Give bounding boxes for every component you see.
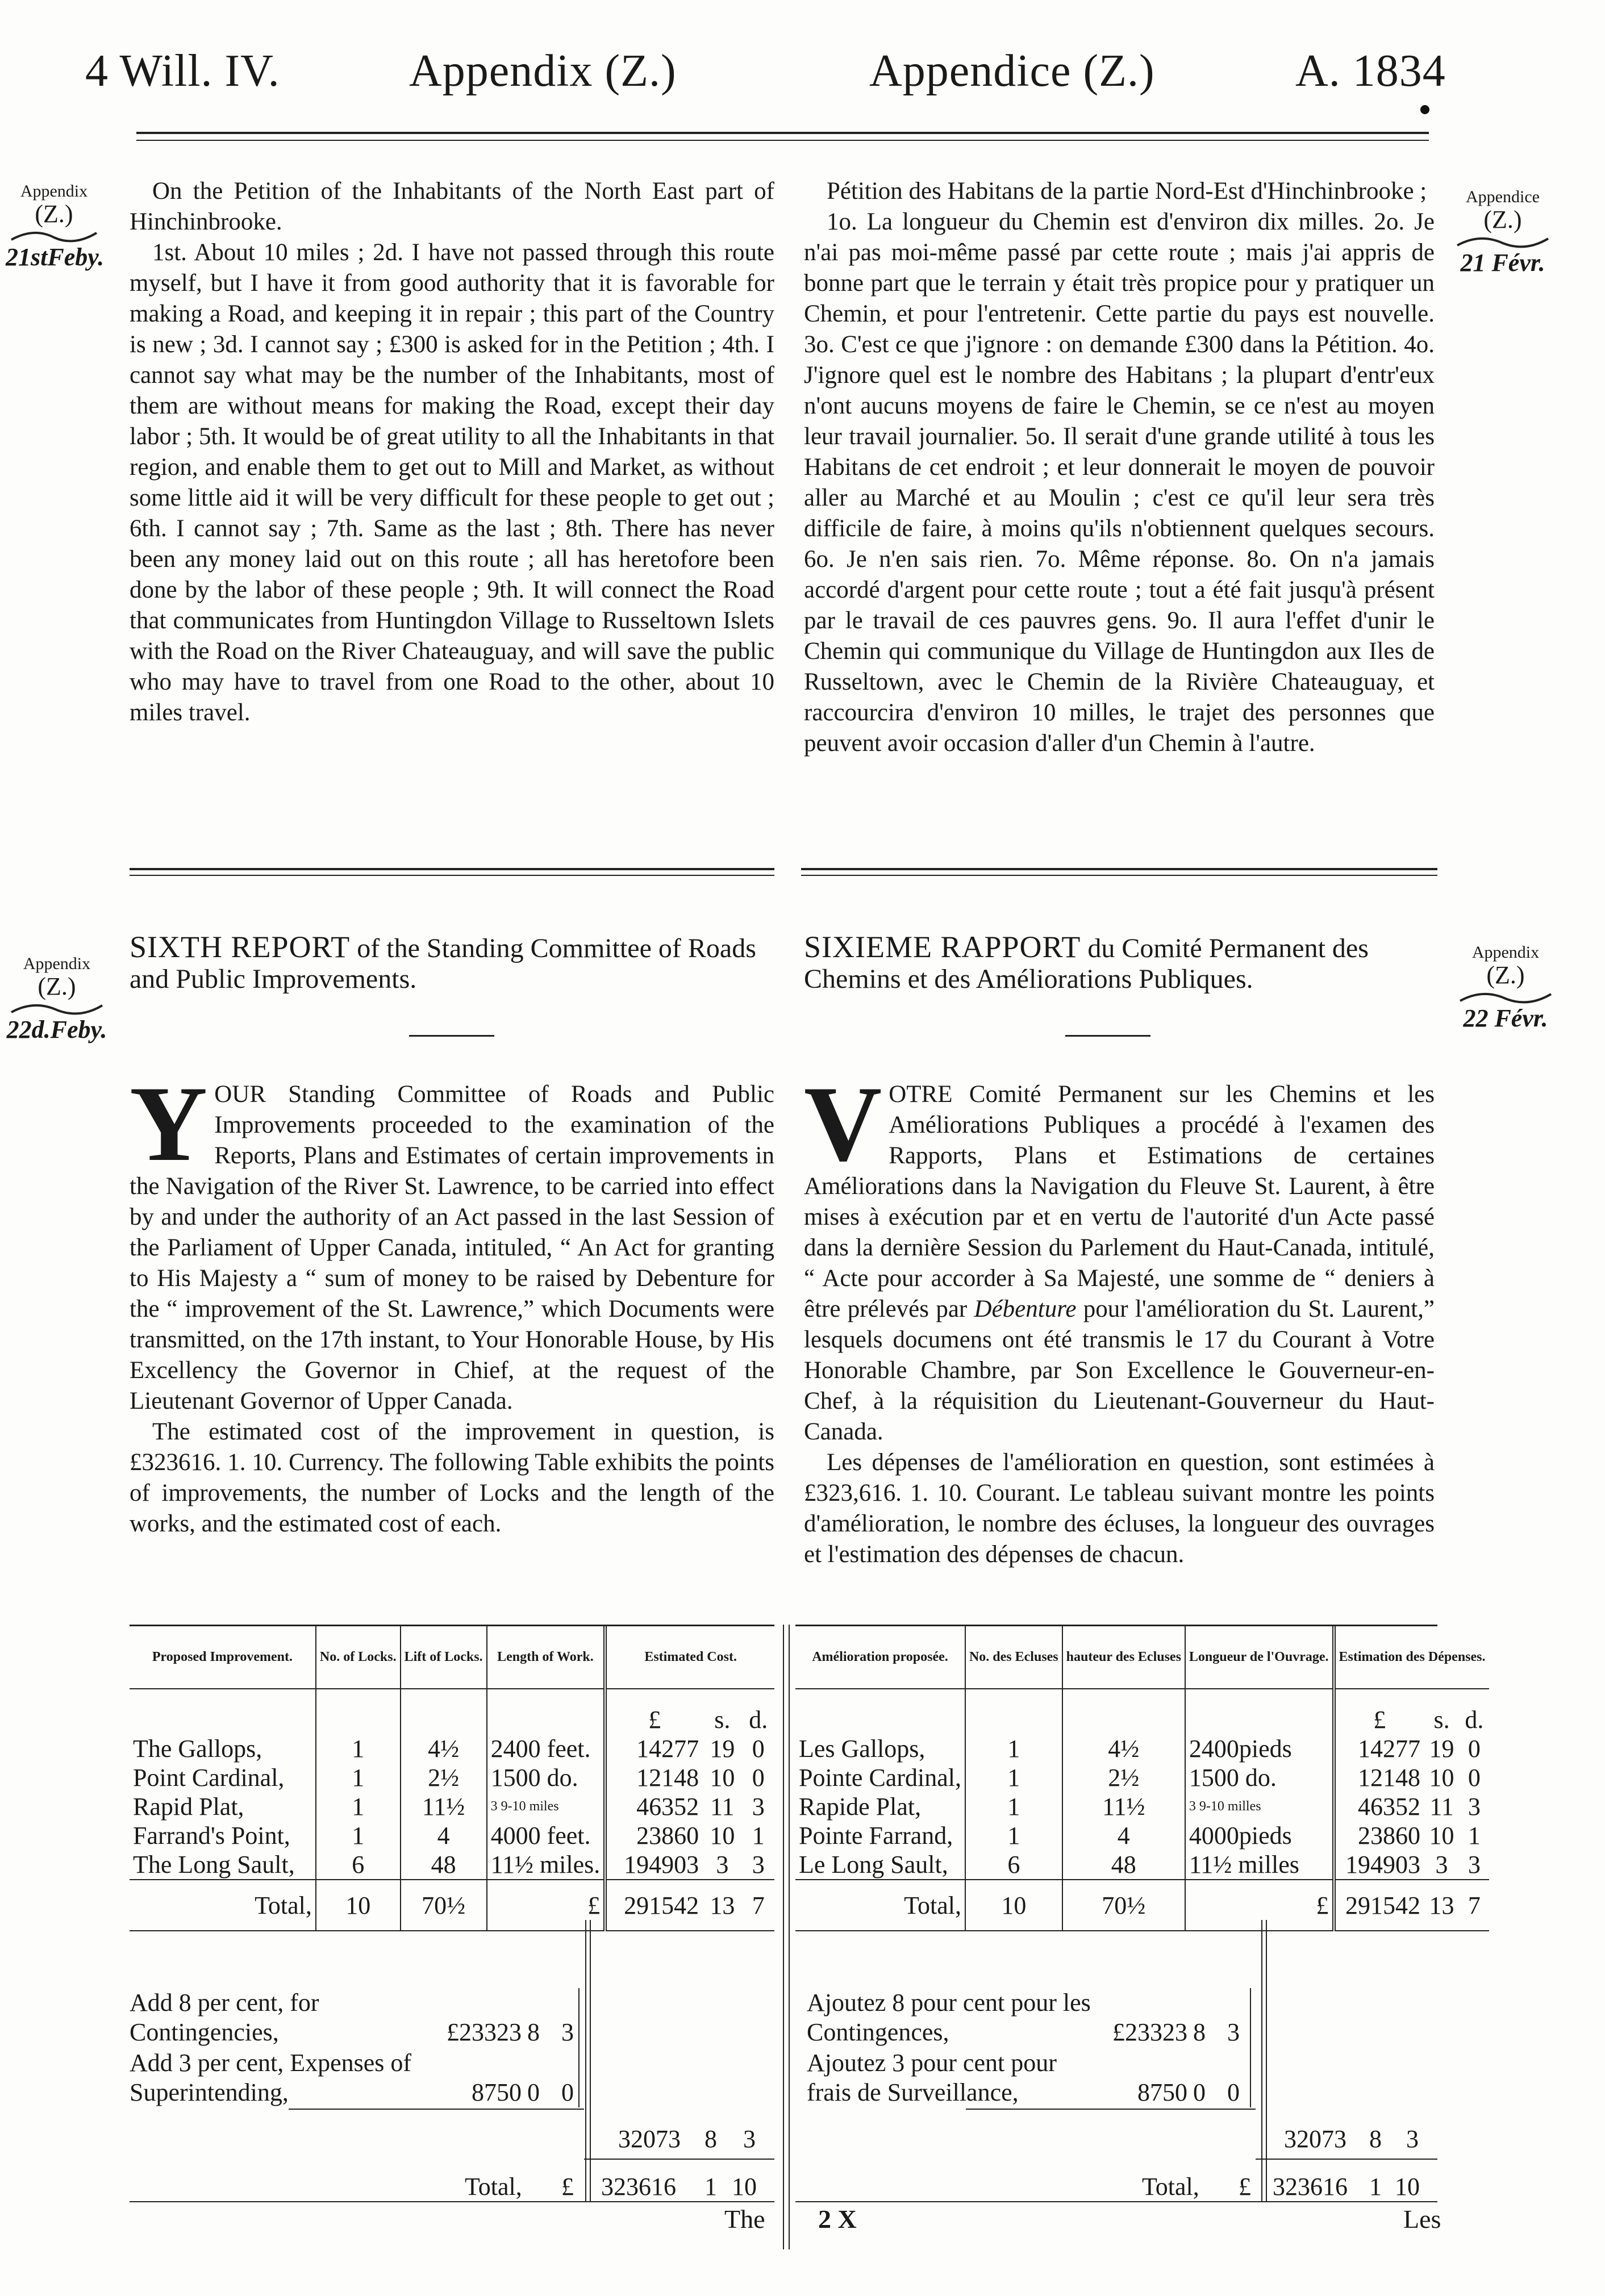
add2-d: 0 xyxy=(1227,2078,1240,2106)
currency-header: s. xyxy=(714,1706,731,1734)
petition-en-title: On the Petition of the Inhabitants of the North East part of Hinchinbrooke. xyxy=(130,178,774,235)
section-rule-fr xyxy=(801,868,1437,870)
margin-note-left-2: Appendix (Z.) 22d.Feby. xyxy=(6,954,107,1043)
col-header: No. des Ecluses xyxy=(965,1626,1062,1689)
petition-fr-title: Pétition des Habitans de la partie Nord-Est d'Hinchinbrooke ; xyxy=(827,178,1427,204)
estimate-table-en xyxy=(130,1626,774,1931)
report-title-fr xyxy=(804,932,1435,995)
table-row: The Long Sault, 6 48 11½ miles. 194903 3 3 xyxy=(130,1850,774,1880)
sub-l: 32073 xyxy=(618,2125,681,2153)
col-header: No. of Locks. xyxy=(316,1626,401,1689)
table-row: The Gallops, 1 4½ 2400 feet. 14277 19 0 xyxy=(133,1735,765,1763)
table-row: Pointe Farrand, 1 4 4000pieds 23860 10 1 xyxy=(799,1822,1481,1850)
report-en-p2: The estimated cost of the improvement in question, is £323616. 1. 10. Currency. The following Table exhibits the points of improvements, the number of Locks and the length of the works, and the estimated cost of each. xyxy=(130,1418,774,1537)
col-header: hauteur des Ecluses xyxy=(1062,1626,1185,1689)
currency-header: d. xyxy=(749,1706,768,1734)
add2-s: 0 xyxy=(1193,2078,1206,2106)
add1-d: 3 xyxy=(1227,2018,1240,2046)
add2-l: 8750 xyxy=(472,2078,522,2106)
report-body-fr xyxy=(804,1064,1435,1570)
add2-l: 8750 xyxy=(1137,2078,1187,2106)
report-title-en-caps: SIXTH REPORT xyxy=(130,930,351,964)
report-title-en xyxy=(130,932,774,995)
grand-l: 323616 xyxy=(1273,2173,1348,2201)
petition-en-body: 1st. About 10 miles ; 2d. I have not passed through this route myself, but I have it from good authority that it is favorable for making a Road, and keeping it in repair ; this part of the Country is new ; 3d. I cannot say ; £300 is asked for in the Petition ; 4th. I cannot say what may be the number of the Inhabitants, most of them are without means for making the Road, except their day labor ; 5th. It would be of great utility to all the Inhabitants in that region, and enable them to get out to Mill and Market, as without some little aid it will be very difficult for these people to get out ; 6th. I cannot say ; 7th. Same as the last ; 8th. There has never been any money laid out on this route ; all has heretofore been done by the labor of these people ; 9th. It will connect the Road that communicates from Huntingdon Village to Russeltown Islets with the Road on the River Chateauguay, and will save the public who may have to travel from one Road to the other, about 10 miles travel. xyxy=(130,239,774,726)
sub-d: 3 xyxy=(1406,2125,1419,2153)
grand-d: 10 xyxy=(1395,2173,1420,2201)
currency-header: £ xyxy=(1334,1689,1424,1734)
estimate-table-fr xyxy=(795,1626,1489,1931)
table-fr-bottom-rule xyxy=(795,2201,1437,2202)
table-row: Point Cardinal, 1 2½ 1500 do. 12148 10 0 xyxy=(133,1764,765,1792)
sub-d: 3 xyxy=(743,2125,756,2153)
header-appendix-en: Appendix (Z.) xyxy=(409,46,677,96)
table-row: Le Long Sault, 6 48 11½ milles 194903 3 3 xyxy=(795,1850,1489,1880)
table-en-bottom-rule xyxy=(130,2201,774,2202)
add1-s: 8 xyxy=(527,2018,540,2046)
add-superintending-label: Add 3 per cent, Expenses of Superintending, xyxy=(130,2049,412,2106)
add-contingencies-label: Add 8 per cent, for Contingencies, xyxy=(130,1989,319,2046)
add2-d: 0 xyxy=(561,2078,574,2106)
header-rule-thin xyxy=(136,140,1429,141)
sub-s: 8 xyxy=(1369,2125,1382,2153)
add-surveillance-label: Ajoutez 3 pour cent pour frais de Surveillance, xyxy=(807,2049,1057,2106)
currency-header: s. xyxy=(1433,1706,1450,1734)
report-body-en xyxy=(130,1064,774,1539)
header-rule xyxy=(136,132,1429,134)
table-row: Rapid Plat, 1 11½ 3 9-10 miles 46352 11 3 xyxy=(133,1793,765,1821)
sub-l: 32073 xyxy=(1284,2125,1346,2153)
petition-en xyxy=(130,176,774,728)
grand-d: 10 xyxy=(732,2173,757,2201)
flourish-icon xyxy=(6,1000,108,1017)
col-header: Estimated Cost. xyxy=(605,1626,774,1689)
report-title-fr-rest: du Comité Permanent des Chemins et des Améliorations Publiques. xyxy=(804,933,1369,994)
section-rule-en xyxy=(130,868,774,870)
title-divider-fr xyxy=(1065,1035,1150,1037)
table-total-row: Total, 10 70½ £ 291542 13 7 xyxy=(130,1880,774,1931)
flourish-icon xyxy=(1452,988,1560,1005)
table-row: Les Gallops, 1 4½ 2400pieds 14277 19 0 xyxy=(799,1735,1481,1763)
currency-header: £ xyxy=(605,1689,702,1734)
table-row: Pointe Cardinal, 1 2½ 1500 do. 12148 10 0 xyxy=(799,1764,1481,1792)
header-dot xyxy=(1420,105,1429,114)
grand-s: 1 xyxy=(704,2173,717,2201)
grand-total-label: Total, xyxy=(1142,2173,1199,2201)
catchword-en: The xyxy=(724,2205,765,2234)
col-header: Lift of Locks. xyxy=(401,1626,487,1689)
title-divider-en xyxy=(409,1035,494,1037)
drop-cap-v: V xyxy=(804,1064,882,1184)
catchword-fr: Les xyxy=(1403,2205,1441,2234)
header-year: A. 1834 xyxy=(1295,46,1446,96)
col-header: Amélioration proposée. xyxy=(795,1626,965,1689)
grand-total-label: Total, xyxy=(465,2173,522,2201)
grand-s: 1 xyxy=(1369,2173,1382,2201)
drop-cap-y: Y xyxy=(130,1064,208,1184)
grand-l: 323616 xyxy=(601,2173,676,2201)
section-rule-fr-thin xyxy=(801,875,1437,876)
margin-note-left-1: Appendix (Z.) 21stFeby. xyxy=(6,182,105,271)
currency-header: d. xyxy=(1465,1706,1484,1734)
signature-mark: 2 X xyxy=(818,2205,857,2234)
report-title-fr-caps: SIXIEME RAPPORT xyxy=(804,930,1081,964)
report-en-p1: YOUR Standing Committee of Roads and Public Improvements proceeded to the examination of the Reports, Plans and Estimates of certain improvements in the Navigation of the River St. Lawrence, to be carried into effect by and under the authority of an Act passed in the last Session of the Parliament of Upper Canada, intituled, “ An Act for granting to His Majesty a “ sum of money to be raised by Debenture for the “ improvement of the St. Lawrence,” which Documents were transmitted, on the 17th instant, to Your Honorable House, by His Excellency the Governor in Chief, at the request of the Lieutenant Governor of Upper Canada. xyxy=(130,1064,774,1414)
add1-l: £23323 xyxy=(447,2018,522,2046)
margin-note-right-2: Appendix (Z.) 22 Févr. xyxy=(1452,943,1560,1032)
header-appendix-fr: Appendice (Z.) xyxy=(869,46,1155,96)
margin-note-right-1: Appendice (Z.) 21 Févr. xyxy=(1446,187,1560,276)
section-rule-en-thin xyxy=(130,875,774,876)
add1-d: 3 xyxy=(561,2018,574,2046)
col-header: Length of Work. xyxy=(487,1626,606,1689)
col-header: Proposed Improvement. xyxy=(130,1626,316,1689)
table-fr-double-left xyxy=(1261,1920,1267,2201)
table-en-double-left xyxy=(585,1920,591,2201)
col-header: Longueur de l'Ouvrage. xyxy=(1185,1626,1334,1689)
add-contingences-label: Ajoutez 8 pour cent pour les Contingences, xyxy=(807,1989,1091,2046)
column-divider xyxy=(783,1625,790,2249)
table-row: Farrand's Point, 1 4 4000 feet. 23860 10 1 xyxy=(133,1822,765,1850)
add1-s: 8 xyxy=(1193,2018,1206,2046)
table-total-row: Total, 10 70½ £ 291542 13 7 xyxy=(795,1880,1489,1931)
table-row: Rapide Plat, 1 11½ 3 9-10 milles 46352 11 3 xyxy=(799,1793,1481,1821)
grand-total-sym: £ xyxy=(1239,2173,1251,2201)
header-will: 4 Will. IV. xyxy=(85,46,280,96)
add2-s: 0 xyxy=(527,2078,540,2106)
flourish-icon xyxy=(6,227,102,244)
grand-total-sym: £ xyxy=(561,2173,574,2201)
flourish-icon xyxy=(1446,233,1560,250)
report-fr-p1: VOTRE Comité Permanent sur les Chemins et les Améliorations Publiques a procédé à l'examen des Rapports, Plans et Estimations de certaines Améliorations dans la Navigation du Fleuve St. Laurent, à être mises à exécution par et en vertu de l'autorité d'un Acte passé dans la dernière Session du Parlement du Haut-Canada, intitulé, “ Acte pour accorder à Sa Majesté, une somme de “ deniers à être prélevés par Débenture pour l'amélioration du St. Laurent,” lesquels documens ont été transmis le 17 du Courant à Votre Honorable Chambre, par Son Excellence le Gouverneur-en-Chef, à la réquisition du Lieutenant-Gouverneur du Haut-Canada. xyxy=(804,1064,1435,1445)
petition-fr-body: 1o. La longueur du Chemin est d'environ dix milles. 2o. Je n'ai pas moi-même passé par cette route ; mais j'ai appris de bonne part que le terrain y était très propice pour y pratiquer un Chemin, et pour l'entretenir. Cette partie du pays est nouvelle. 3o. C'est ce que j'ignore : on demande £300 dans la Pétition. 4o. J'ignore quel est le nombre des Habitans ; la plupart d'entr'eux n'ont aucuns moyens de faire le Chemin, se ce n'est au moyen leur travail journalier. 5o. Il serait d'une grande utilité à tous les Habitans de cet endroit ; et leur donnerait le moyen de pouvoir aller au Marché et au Moulin ; c'est ce qu'il leur sera très difficile de faire, à moins qu'ils n'obtiennent quelques secours. 6o. Je n'en sais rien. 7o. Même réponse. 8o. On n'a jamais accordé d'argent pour cette route ; tout a été fait jusqu'à présent par le travail de ces pauvres gens. 9o. Il aura l'effet d'unir le Chemin qui communique du Village de Huntingdon aux Iles de Russeltown, avec le Chemin de la Rivière Chateauguay, et raccourcira d'environ 10 milles, le trajet des personnes que peuvent avoir occasion d'aller d'un Chemin à l'autre. xyxy=(804,208,1435,757)
report-fr-p2: Les dépenses de l'amélioration en question, sont estimées à £323,616. 1. 10. Courant. Le tableau suivant montre les points d'amélioration, le nombre des écluses, la longueur des ouvrages et l'estimation des dépenses de chacun. xyxy=(804,1449,1435,1568)
sub-s: 8 xyxy=(704,2125,717,2153)
add1-l: £23323 xyxy=(1112,2018,1187,2046)
col-header: Estimation des Dépenses. xyxy=(1334,1626,1489,1689)
petition-fr xyxy=(804,176,1435,759)
report-title-en-rest: of the Standing Committee of Roads and Public Improvements. xyxy=(130,933,756,994)
